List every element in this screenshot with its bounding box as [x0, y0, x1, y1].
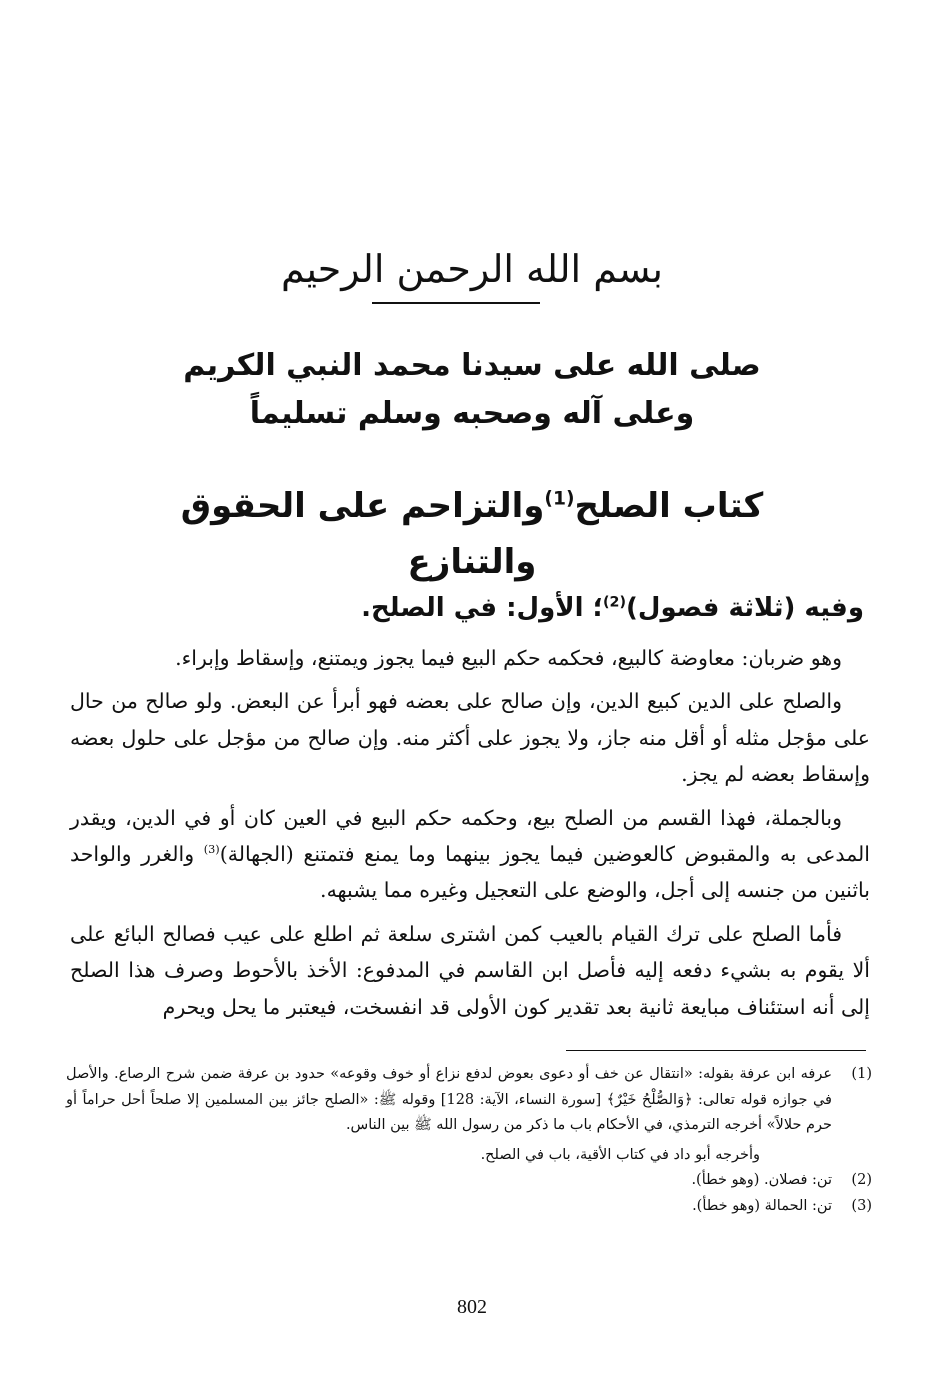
footnote-text: تن: فصلان. (وهو خطأ). [691, 1172, 832, 1189]
section-heading-part-1: وفيه (ثلاثة فصول) [626, 593, 864, 623]
paragraph-3 [70, 800, 870, 909]
paragraph-1: وهو ضربان: معاوضة كالبيع، فحكمه حكم البيع فيما يجوز ويمتنع، وإسقاط وإبراء. [175, 646, 842, 670]
footnote-text: عرفه ابن عرفة بقوله: «انتقال عن خف أو دعوى بعوض لدفع نزاع أو خوف وقوعه» حدود بن عرفة ضمن شرح الرصاع. والأصل في جوازه قوله تعالى: ﴿وَالصُّلْحُ خَيْرٌ﴾ [سورة النساء، الآية: 128] وقوله ﷺ: «الصلح جائز بين المسلمين إلا صلحاً أحل حراماً أو حرم حلالاً» أخرجه الترمذي، في الأحكام باب ما ذكر من رسول الله ﷺ بين الناس. [66, 1066, 832, 1134]
salawat-block [120, 342, 824, 438]
book-title-part-2: والتزاحم على الحقوق والتنازع [180, 486, 545, 582]
footnote-number: (2) [851, 1172, 872, 1189]
footnote-ref-1: (1) [544, 488, 575, 510]
footnote-3 [66, 1194, 872, 1220]
footnote-separator [566, 1050, 866, 1051]
footnotes [66, 1062, 872, 1220]
footnote-1 [66, 1062, 872, 1139]
salawat-line-2: وعلى آله وصحبه وسلم تسليماً [249, 396, 695, 431]
paragraph-2: والصلح على الدين كبيع الدين، وإن صالح على بعضه فهو أبرأ عن البعض. ولو صالح من حال على مؤجل مثله أو أقل منه جاز، ولا يجوز على أكثر منه. وإن صالح من مؤجل على حلول بعضه وإسقاط بعضه لم يجز. [70, 689, 870, 787]
footnote-number: (3) [851, 1197, 872, 1214]
paragraph-3-part-2: والغرر والواحد باثنين من جنسه إلى أجل، والوضع على التعجيل وغيره مما يشبهه. [70, 842, 870, 903]
page-number: 802 [457, 1296, 487, 1318]
paragraph-4: فأما الصلح على ترك القيام بالعيب كمن اشترى سلعة ثم اطلع على عيب فصالح البائع على ألا يقوم به بشيء دفعه إليه فأصل ابن القاسم في المدفوع: الأخذ بالأحوط وصرف هذا الصلح إلى أنه استئناف مبايعة ثانية بعد تقدير كون الأولى قد انفسخت، فيعتبر ما يحل ويحرم [70, 921, 870, 1019]
body-text [70, 640, 870, 1032]
salawat-line-1: صلى الله على سيدنا محمد النبي الكريم [183, 348, 761, 383]
footnote-2 [66, 1168, 872, 1194]
footnote-ref-3: (3) [203, 843, 220, 857]
paragraph-3-part-1: وبالجملة، فهذا القسم من الصلح بيع، وحكمه حكم البيع في العين كان أو في الدين، ويقدر المدعى به والمقبوض كالعوضين فيما يجوز بينهما وما يمنع فتمتنع (الجهالة) [70, 805, 870, 867]
book-title [120, 478, 824, 590]
section-heading [84, 588, 864, 628]
footnote-1-continuation: وأخرجه أبو داد في كتاب الأقية، باب في الصلح. [480, 1146, 760, 1163]
footnote-text: تن: الحمالة (وهو خطأ). [692, 1197, 832, 1214]
footnote-number: (1) [851, 1066, 872, 1082]
section-heading-part-2: ؛ الأول: في الصلح. [361, 593, 603, 623]
book-title-part-1: كتاب الصلح [574, 486, 764, 526]
basmala-calligraphy: بسم الله الرحمن الرحيم [281, 247, 663, 291]
footnote-ref-2: (2) [602, 594, 627, 611]
basmala-stroke [372, 302, 540, 304]
basmala-header [0, 248, 944, 292]
